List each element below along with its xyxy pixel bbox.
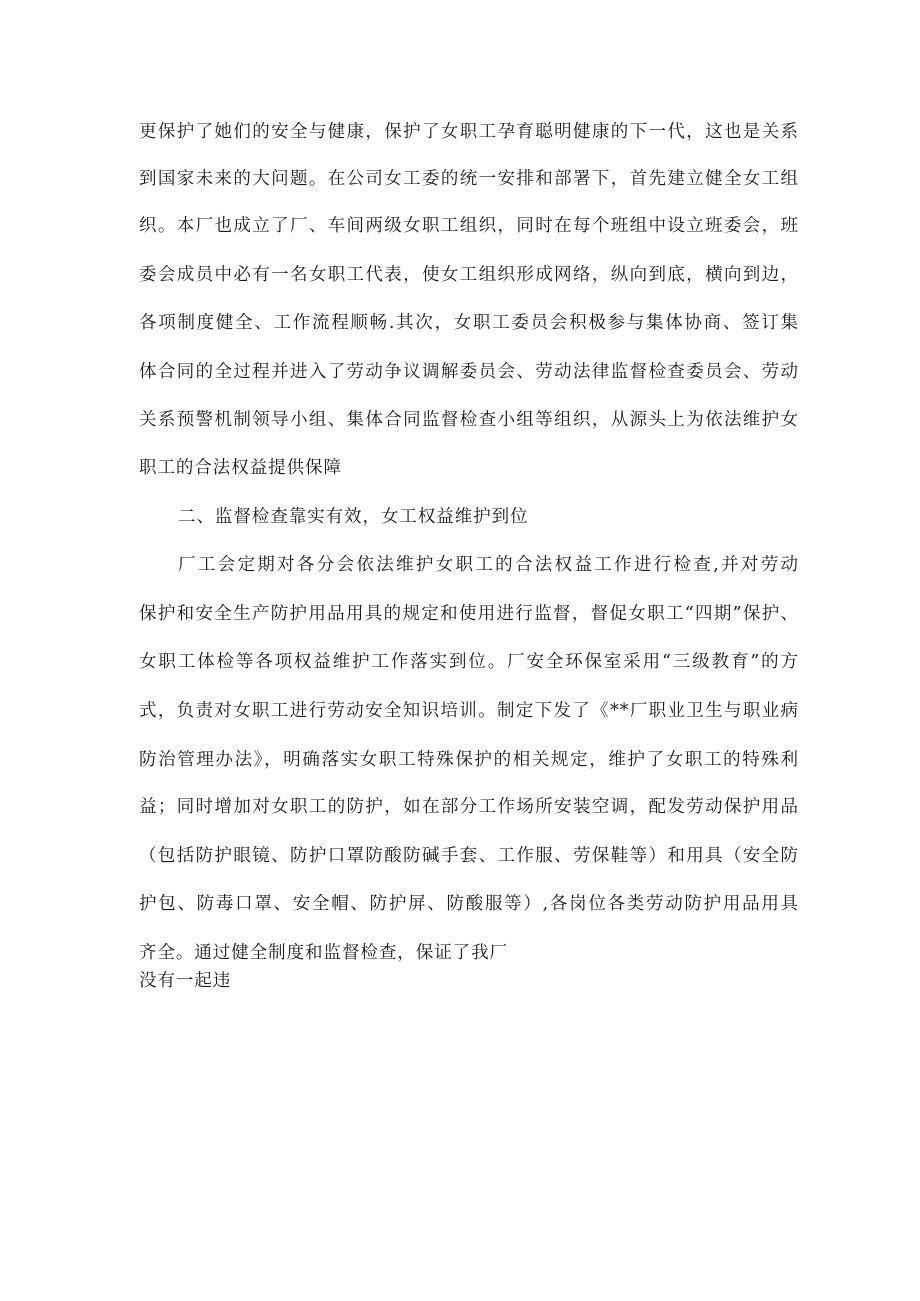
- paragraph-line: （包括防护眼镜、防护口罩防酸防碱手套、工作服、劳保鞋等）和用具（安全防: [139, 846, 799, 866]
- paragraph-line: 各项制度健全、工作流程顺畅.其次，女职工委员会积极参与集体协商、签订集: [139, 313, 799, 333]
- paragraph-line: 齐全。通过健全制度和监督检查，保证了我厂: [139, 943, 508, 963]
- paragraph-line: 式，负责对女职工进行劳动安全知识培训。制定下发了《**厂职业卫生与职业病: [139, 701, 799, 721]
- paragraph-line: 防治管理办法》，明确落实女职工特殊保护的相关规定，维护了女职工的特殊利: [139, 750, 799, 770]
- paragraph-line: 体合同的全过程并进入了劳动争议调解委员会、劳动法律监督检查委员会、劳动: [139, 362, 799, 382]
- paragraph-line: 织。本厂也成立了厂、车间两级女职工组织，同时在每个班组中设立班委会，班: [139, 216, 799, 236]
- paragraph-line: 厂工会定期对各分会依法维护女职工的合法权益工作进行检查,并对劳动: [178, 555, 799, 575]
- paragraph-line: 保护和安全生产防护用品用具的规定和使用进行监督，督促女职工“四期”保护、: [139, 604, 799, 624]
- paragraph-line: 没有一起违: [139, 971, 232, 991]
- paragraph-line: 女职工体检等各项权益维护工作落实到位。厂安全环保室采用“三级教育”的方: [139, 652, 799, 672]
- paragraph-line: 护包、防毒口罩、安全帽、防护屏、防酸服等）,各岗位各类劳动防护用品用具: [139, 894, 799, 914]
- paragraph-line: 益；同时增加对女职工的防护，如在部分工作场所安装空调，配发劳动保护用品: [139, 797, 799, 817]
- paragraph-line: 委会成员中必有一名女职工代表，使女工组织形成网络，纵向到底，横向到边，: [139, 265, 799, 285]
- paragraph-line: 关系预警机制领导小组、集体合同监督检查小组等组织，从源头上为依法维护女: [139, 410, 799, 430]
- section-heading: 二、监督检查靠实有效，女工权益维护到位: [178, 507, 529, 527]
- paragraph-line: 到国家未来的大问题。在公司女工委的统一安排和部署下，首先建立健全女工组: [139, 169, 799, 189]
- paragraph-line: 更保护了她们的安全与健康，保护了女职工孕育聪明健康的下一代，这也是关系: [139, 122, 799, 142]
- paragraph-line: 职工的合法权益提供保障: [139, 458, 342, 478]
